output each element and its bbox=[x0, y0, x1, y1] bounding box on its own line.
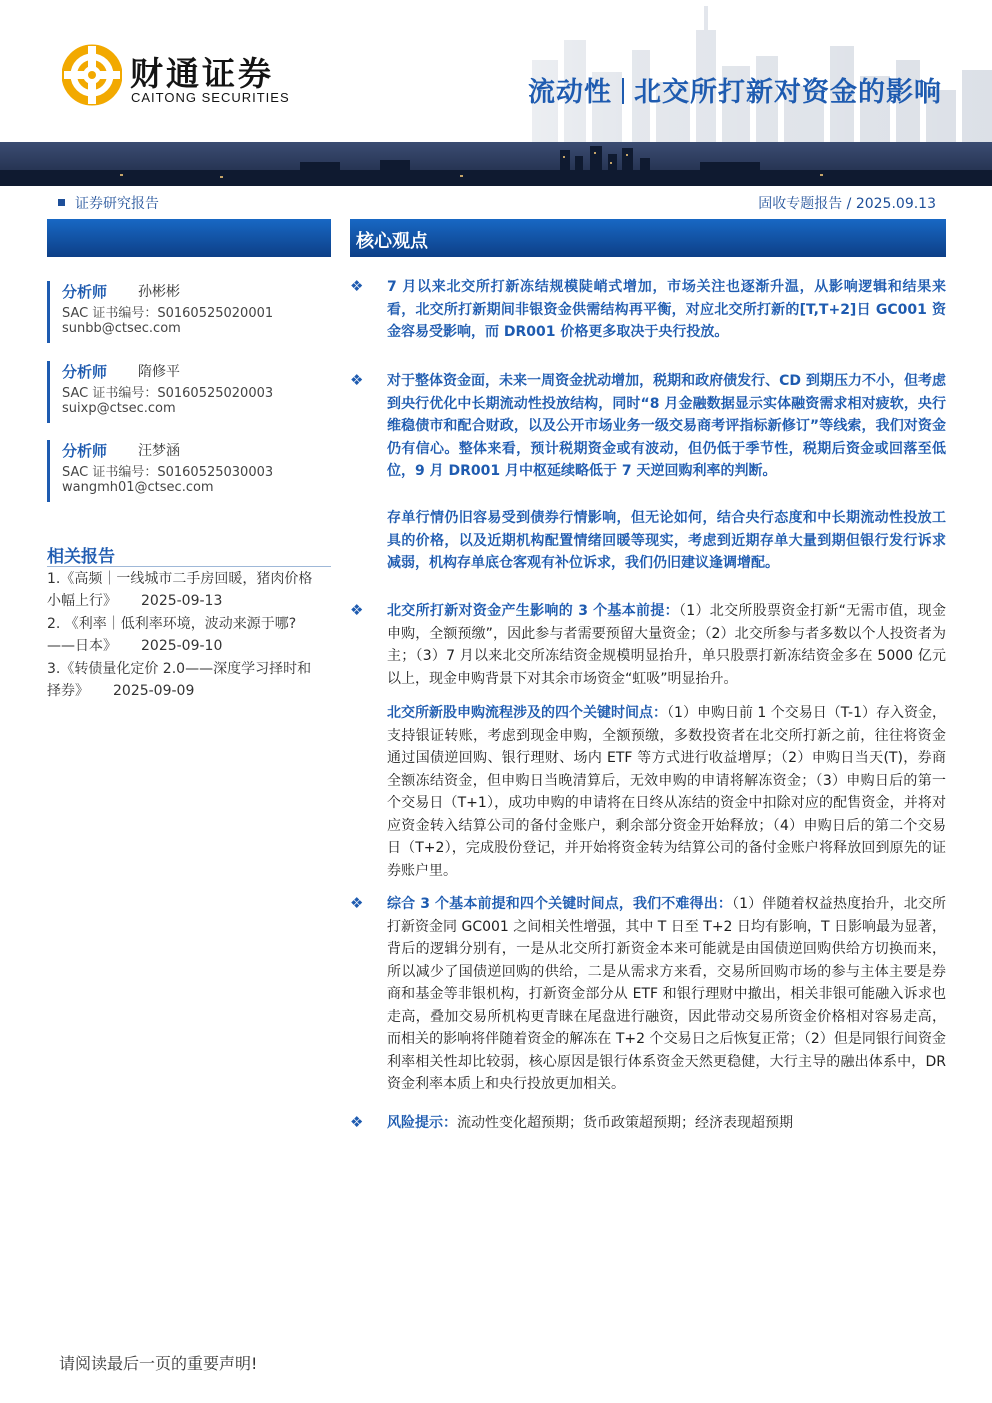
report-category bbox=[58, 193, 159, 213]
paragraph-body: 流动性变化超预期；货币政策超预期；经济表现超预期 bbox=[457, 1115, 793, 1131]
diamond-bullet-icon: ❖ bbox=[350, 601, 364, 619]
key-point-paragraph bbox=[387, 600, 946, 690]
title-separator bbox=[622, 78, 624, 104]
section-title: 核心观点 bbox=[356, 231, 428, 252]
risk-warning bbox=[387, 1112, 946, 1135]
paragraph-lead: 北交所新股申购流程涉及的四个关键时间点： bbox=[387, 705, 668, 721]
analyst-card bbox=[47, 440, 334, 502]
analyst-role: 分析师 bbox=[62, 442, 108, 460]
related-report-title-line: 1.《高频｜一线城市二手房回暖，猪肉价格 bbox=[47, 571, 313, 587]
logo-mark-icon bbox=[62, 44, 122, 106]
analyst-role: 分析师 bbox=[62, 363, 108, 381]
key-point-paragraph: 7 月以来北交所打新冻结规模陡峭式增加，市场关注也逐渐升温，从影响逻辑和结果来看，北交所打新期间非银资金供需结构再平衡，对应北交所打新的[T,T+2]日 GC001 资金容易受影响，而 DR001 价格更多取决于央行投放。 bbox=[387, 279, 946, 340]
analyst-email[interactable]: suixp@ctsec.com bbox=[62, 401, 176, 416]
analyst-name: 汪梦涵 bbox=[138, 443, 180, 459]
related-report-item[interactable] bbox=[47, 658, 337, 702]
city-night-strip bbox=[0, 142, 992, 186]
related-report-item[interactable] bbox=[47, 568, 337, 612]
logo-name-cn: 财通证券 bbox=[130, 54, 274, 93]
diamond-bullet-icon: ❖ bbox=[350, 1113, 364, 1131]
analyst-email[interactable]: wangmh01@ctsec.com bbox=[62, 480, 214, 495]
analyst-card bbox=[47, 361, 334, 423]
paragraph-lead: 风险提示： bbox=[387, 1115, 457, 1131]
footer-disclaimer: 请阅读最后一页的重要声明! bbox=[59, 1354, 258, 1373]
related-report-title-line: 择券》 bbox=[47, 683, 89, 699]
paragraph-lead: 北交所打新对资金产生影响的 3 个基本前提： bbox=[387, 603, 679, 619]
section-header-bar bbox=[350, 219, 946, 257]
key-point-paragraph bbox=[387, 702, 946, 882]
diamond-bullet-icon: ❖ bbox=[350, 894, 364, 912]
analyst-name: 孙彬彬 bbox=[138, 284, 180, 300]
analyst-card bbox=[47, 281, 334, 343]
related-report-date: 2025-09-09 bbox=[113, 683, 195, 699]
square-bullet-icon bbox=[58, 199, 65, 206]
related-report-date: 2025-09-10 bbox=[141, 638, 223, 654]
related-report-title-line: 2. 《利率｜低利率环境，波动来源于哪? bbox=[47, 616, 297, 632]
paragraph-body: （1）申购日前 1 个交易日（T-1）存入资金，支持银证转账，考虑到现金申购，全额预缴，多数投资者在北交所打新之前，往往将资金通过国债逆回购、银行理财、场内 ETF 等方式进行收益增厚；（2）申购日当天(T)，券商全额冻结资金，但申购日当晚清算后，无效申购的申请将解冻资金；（3）申购日后的第一个交易日（T+1），成功申购的申请将在日终从冻结的资金中扣除对应的配售资金，并将对应资金转入结算公司的备付金账户，剩余部分资金开始释放；（4）申购日后的第二个交易日（T+2），完成股份登记，并开始将资金转为结算公司的备付金账户将释放回到原先的证券账户里。 bbox=[387, 705, 946, 879]
diamond-bullet-icon: ❖ bbox=[350, 371, 364, 389]
sidebar-header-bar bbox=[47, 219, 331, 257]
header-banner bbox=[0, 0, 992, 186]
key-point-paragraph bbox=[387, 893, 946, 1096]
related-report-title-line: 小幅上行》 bbox=[47, 593, 117, 609]
analyst-sac: SAC 证书编号：S0160525030003 bbox=[62, 465, 274, 480]
key-point-paragraph: 对于整体资金面，未来一周资金扰动增加，税期和政府债发行、CD 到期压力不小，但考虑到央行优化中长期流动性投放结构，同时“8 月金融数据显示实体融资需求相对疲软，央行维稳债市和配合财政，以及公开市场业务一级交易商考评指标新修订”等线索，我们对资金仍有信心。整体来看，预计税期资金或有波动，但仍低于季节性，税期后资金或回落至低位，9 月 DR001 月中枢延续略低于 7 天逆回购利率的判断。 bbox=[387, 373, 946, 479]
analyst-sac: SAC 证书编号：S0160525020001 bbox=[62, 306, 274, 321]
analyst-sac: SAC 证书编号：S0160525020003 bbox=[62, 386, 274, 401]
paragraph-body: （1）伴随着权益热度抬升，北交所打新资金同 GC001 之间相关性增强，其中 T 日至 T+2 日均有影响，T 日影响最为显著，背后的逻辑分别有，一是从北交所打新资金本来可能就是由国债逆回购供给方切换而来，所以减少了国债逆回购的供给，二是从需求方来看，交易所回购市场的参与主体主要是券商和基金等非银机构，打新资金部分从 ETF 和银行理财中撤出，相关非银可能融入诉求也走高，叠加交易所机构更青睐在尾盘进行融资，因此带动交易所资金价格相对容易走高，而相关的影响将伴随着资金的解冻在 T+2 个交易日之后恢复正常；（2）但是同银行间资金利率相关性却比较弱，核心原因是银行体系资金天然更稳健，大行主导的融出体系中，DR 资金利率本质上和央行投放更加相关。 bbox=[387, 896, 946, 1092]
title-topic: 流动性 bbox=[528, 77, 612, 108]
paragraph-lead: 综合 3 个基本前提和四个关键时间点，我们不难得出： bbox=[387, 896, 732, 912]
related-reports-title: 相关报告 bbox=[47, 547, 115, 567]
related-reports-heading bbox=[47, 542, 331, 567]
related-report-title-line: 3.《转债量化定价 2.0——深度学习择时和 bbox=[47, 661, 312, 677]
related-report-title-line: ——日本》 bbox=[47, 638, 117, 654]
related-report-item[interactable] bbox=[47, 613, 337, 657]
diamond-bullet-icon: ❖ bbox=[350, 277, 364, 295]
title-subject: 北交所打新对资金的影响 bbox=[634, 77, 942, 108]
company-logo bbox=[62, 44, 302, 114]
key-point-paragraph: 存单行情仍旧容易受到债券行情影响，但无论如何，结合央行态度和中长期流动性投放工具的价格，以及近期机构配置情绪回暖等现实，考虑到近期存单大量到期但银行发行诉求减弱，机构存单底仓客观有补位诉求，我们仍旧建议逢调增配。 bbox=[387, 510, 946, 571]
paragraph-body: （1）北交所股票资金打新“无需市值，现金申购，全额预缴”，因此参与者需要预留大量资金；（2）北交所参与者多数以个人投资者为主；（3）7 月以来北交所冻结资金规模明显抬升，单只股票打新冻结资金多在 5000 亿元以上，现金申购背景下对其余市场资金“虹吸”明显抬升。 bbox=[387, 603, 946, 687]
analyst-name: 隋修平 bbox=[138, 364, 180, 380]
report-type-date: 固收专题报告 / 2025.09.13 bbox=[758, 196, 936, 212]
analyst-email[interactable]: sunbb@ctsec.com bbox=[62, 321, 181, 336]
analyst-role: 分析师 bbox=[62, 283, 108, 301]
related-report-date: 2025-09-13 bbox=[141, 593, 223, 609]
meta-row bbox=[0, 188, 992, 214]
report-category-label: 证券研究报告 bbox=[75, 196, 159, 212]
report-title bbox=[528, 70, 942, 109]
logo-name-en: CAITONG SECURITIES bbox=[131, 90, 290, 105]
